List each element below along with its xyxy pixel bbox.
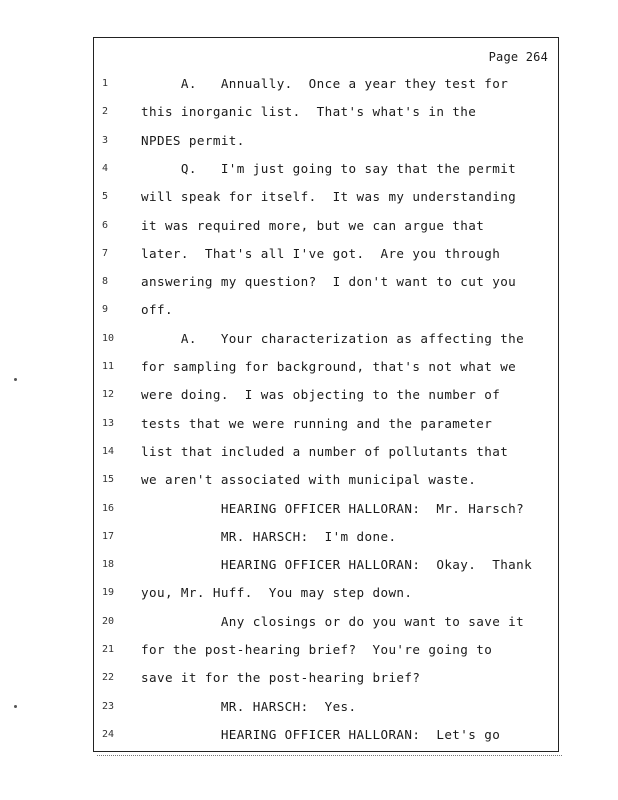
transcript-line (94, 416, 558, 436)
line-text: NPDES permit. (141, 132, 245, 148)
transcript-line (94, 274, 558, 294)
transcript-page (93, 37, 559, 752)
line-number: 15 (102, 474, 115, 486)
transcript-line (94, 444, 558, 464)
transcript-line (94, 302, 558, 322)
line-number: 18 (102, 559, 115, 571)
transcript-line (94, 359, 558, 379)
line-text: you, Mr. Huff. You may step down. (141, 585, 413, 601)
line-text: Any closings or do you want to save it (141, 613, 525, 629)
line-text: this inorganic list. That's what's in the (141, 104, 477, 120)
line-text: tests that we were running and the parameter (141, 415, 493, 431)
line-number: 13 (102, 417, 115, 429)
transcript-line (94, 585, 558, 605)
transcript-line (94, 218, 558, 238)
transcript-line (94, 614, 558, 634)
transcript-line (94, 529, 558, 549)
line-text: will speak for itself. It was my understanding (141, 189, 517, 205)
line-number: 5 (102, 191, 109, 203)
line-number: 16 (102, 502, 115, 514)
line-number: 20 (102, 615, 115, 627)
page-number: Page 264 (488, 50, 548, 64)
transcript-line (94, 76, 558, 96)
transcript-line (94, 670, 558, 690)
line-number: 21 (102, 644, 115, 655)
line-text: A. Annually. Once a year they test for (141, 76, 509, 91)
transcript-line (94, 642, 558, 662)
line-number: 2 (102, 106, 109, 118)
transcript-line (94, 189, 558, 209)
transcript-line (94, 472, 558, 492)
transcript-line (94, 699, 558, 719)
line-text: A. Your characterization as affecting the (141, 330, 525, 346)
line-text: list that included a number of pollutants that (141, 443, 509, 459)
line-number: 11 (102, 361, 115, 372)
line-number: 4 (102, 162, 109, 174)
transcript-line (94, 727, 558, 747)
transcript-line (94, 557, 558, 577)
line-number: 12 (102, 389, 115, 401)
scan-speck (14, 378, 17, 381)
transcript-line (94, 104, 558, 124)
line-number: 24 (102, 728, 115, 740)
transcript-line (94, 133, 558, 153)
transcript-line (94, 246, 558, 266)
line-text: answering my question? I don't want to cut you (141, 274, 517, 290)
line-number: 22 (102, 672, 115, 684)
line-text: were doing. I was objecting to the number of (141, 387, 501, 403)
line-text: later. That's all I've got. Are you through (141, 245, 501, 261)
line-text: HEARING OFFICER HALLORAN: Let's go (141, 726, 501, 742)
line-number: 1 (102, 78, 109, 89)
line-number: 6 (102, 219, 109, 231)
line-number: 10 (102, 332, 115, 344)
transcript-line (94, 161, 558, 181)
transcript-line (94, 501, 558, 521)
line-text: HEARING OFFICER HALLORAN: Mr. Harsch? (141, 500, 525, 516)
line-text: for the post-hearing brief? You're going to (141, 642, 493, 657)
line-number: 14 (102, 445, 115, 457)
line-text: save it for the post-hearing brief? (141, 670, 421, 686)
line-number: 19 (102, 587, 115, 599)
scan-speck (14, 705, 17, 708)
line-number: 23 (102, 700, 115, 712)
line-number: 7 (102, 247, 109, 259)
line-text: Q. I'm just going to say that the permit (141, 160, 517, 176)
line-number: 3 (102, 134, 109, 146)
line-text: it was required more, but we can argue that (141, 217, 485, 233)
line-number: 8 (102, 276, 109, 288)
line-number: 17 (102, 530, 115, 542)
transcript-line (94, 331, 558, 351)
line-text: HEARING OFFICER HALLORAN: Okay. Thank (141, 557, 533, 573)
line-text: off. (141, 302, 173, 318)
line-text: we aren't associated with municipal waste. (141, 472, 477, 488)
line-text: MR. HARSCH: I'm done. (141, 528, 397, 544)
transcript-line (94, 387, 558, 407)
line-text: MR. HARSCH: Yes. (141, 698, 357, 714)
line-number: 9 (102, 304, 109, 316)
line-text: for sampling for background, that's not what we (141, 359, 517, 374)
